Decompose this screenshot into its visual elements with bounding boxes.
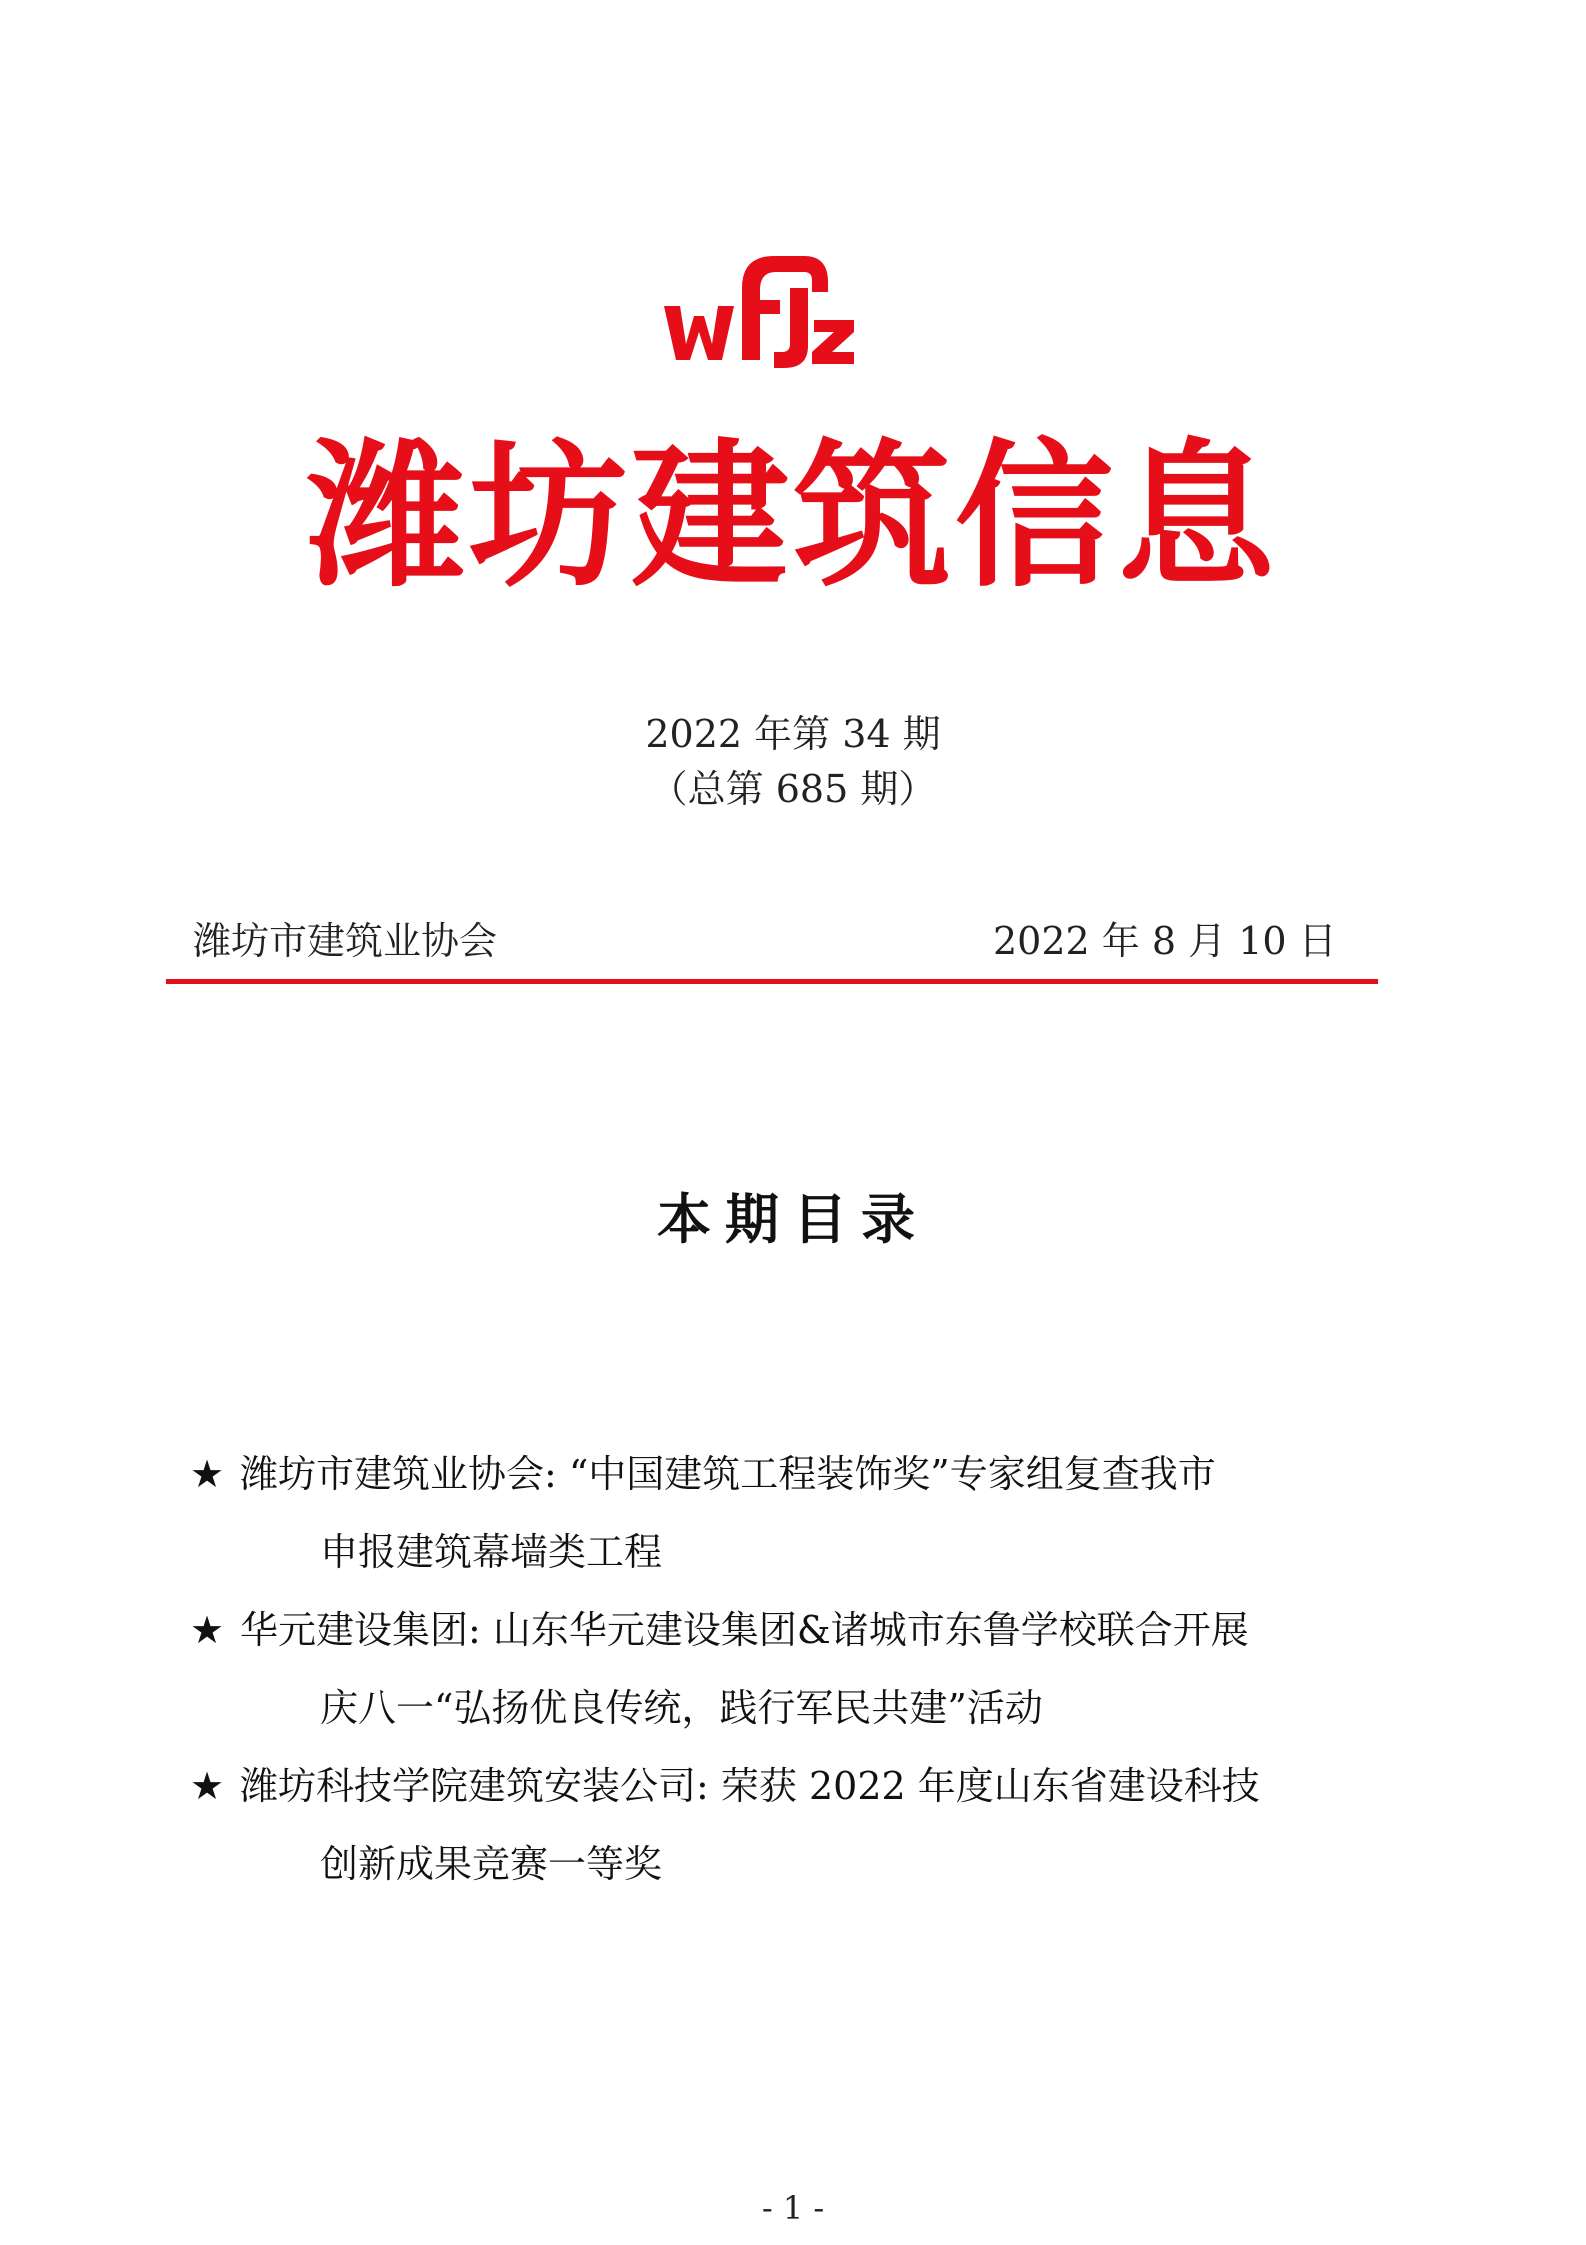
toc-item-title-continued: 申报建筑幕墙类工程 bbox=[320, 1530, 663, 1574]
toc-item-title-continued: 创新成果竞赛一等奖 bbox=[320, 1842, 663, 1886]
toc-item[interactable] bbox=[190, 1747, 1420, 1903]
toc-item-title-continued: 庆八一“弘扬优良传统，践行军民共建”活动 bbox=[320, 1686, 1043, 1730]
star-icon: ★ bbox=[190, 1452, 225, 1496]
toc-item-title: 华元建设集团: 山东华元建设集团&诸城市东鲁学校联合开展 bbox=[240, 1608, 1249, 1652]
issue-total-number: （总第 685 期） bbox=[649, 767, 937, 811]
toc-title: 本期目录 bbox=[657, 1188, 929, 1251]
publish-date: 2022 年 8 月 10 日 bbox=[993, 919, 1337, 963]
toc-list bbox=[190, 1435, 1420, 1903]
header-divider bbox=[166, 979, 1378, 984]
star-icon: ★ bbox=[190, 1608, 225, 1652]
toc-item-title: 潍坊市建筑业协会: “中国建筑工程装饰奖”专家组复查我市 bbox=[240, 1452, 1216, 1496]
toc-item-title: 潍坊科技学院建筑安装公司: 荣获 2022 年度山东省建设科技 bbox=[240, 1764, 1260, 1808]
masthead-title: 潍坊建筑信息 bbox=[307, 425, 1279, 609]
issue-number: 2022 年第 34 期 bbox=[645, 712, 941, 756]
page-number: - 1 - bbox=[761, 2189, 825, 2227]
toc-item[interactable] bbox=[190, 1435, 1420, 1591]
wfjz-logo bbox=[656, 248, 858, 378]
star-icon: ★ bbox=[190, 1764, 225, 1808]
publisher-name: 潍坊市建筑业协会 bbox=[193, 919, 498, 963]
toc-item[interactable] bbox=[190, 1591, 1420, 1747]
